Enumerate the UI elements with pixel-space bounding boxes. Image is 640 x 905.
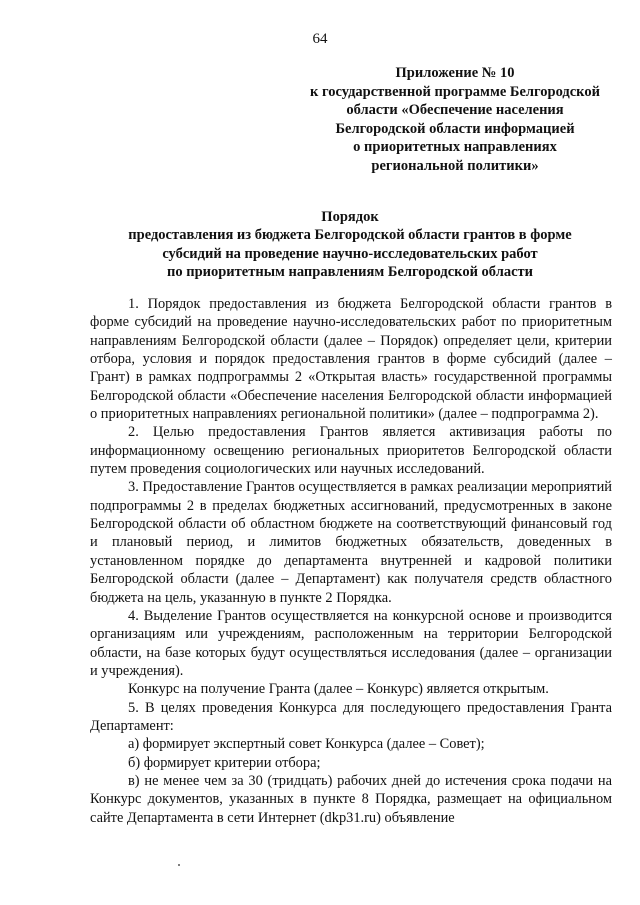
scan-speck (178, 864, 180, 866)
document-body (90, 295, 612, 827)
paragraph-5c: в) не менее чем за 30 (тридцать) рабочих дней до истечения срока подачи на Конкурс документов, указанных в пункте 8 Порядка, размещает на официальном сайте Департамента в сети Интернет (dkp31.ru) объявление (90, 772, 612, 826)
appendix-line: области «Обеспечение населения (346, 102, 564, 119)
appendix-line: о приоритетных направлениях (353, 139, 557, 156)
appendix-header (300, 64, 610, 176)
appendix-line: к государственной программе Белгородской (310, 83, 600, 100)
paragraph-3: 3. Предоставление Грантов осуществляется в рамках реализации мероприятий подпрограммы 2 в пределах бюджетных ассигнований, предусмотренных в законе Белгородской области об областном бюджете на соответствующий финансовый год и плановый период, и лимитов бюджетных обязательств, доведенных в установленном порядке до департамента внутренней и кадровой политики Белгородской области (далее – Департамент) как получателя средств областного бюджета на цель, указанную в пункте 2 Порядка. (90, 479, 612, 606)
paragraph-4: 4. Выделение Грантов осуществляется на конкурсной основе и производится организациям или учреждениям, расположенным на территории Белгородской области, на базе которых будут осуществляться исследования (далее – организации и учреждения). (90, 607, 612, 679)
paragraph-2: 2. Целью предоставления Грантов является активизация работы по информационному освещению региональных приоритетов Белгородской области путем проведения социологических или научных исследований. (90, 424, 612, 478)
appendix-title: Приложение № 10 (395, 65, 515, 81)
paragraph-5: 5. В целях проведения Конкурса для последующего предоставления Гранта Департамент: (90, 699, 612, 734)
paragraph-contest-open: Конкурс на получение Гранта (далее – Конкурс) является открытым. (128, 681, 549, 698)
appendix-line: региональной политики» (371, 157, 539, 174)
paragraph-1: 1. Порядок предоставления из бюджета Белгородской области грантов в форме субсидий на проведение научно-исследовательских работ по приоритетным направлениям Белгородской области (далее – Порядок) определяет цели, критерии отбора, условия и порядок предоставления грантов в форме субсидий (далее – Грант) в рамках подпрограммы 2 «Открытая власть» государственной программы Белгородской области «Обеспечение населения Белгородской области информацией о приоритетных направлениях региональной политики» (далее – подпрограмма 2). (90, 296, 612, 423)
title-line: по приоритетным направлениям Белгородской области (166, 263, 533, 280)
paragraph-5a: а) формирует экспертный совет Конкурса (далее – Совет); (128, 736, 485, 753)
appendix-line: Белгородской области информацией (335, 120, 575, 137)
title-line: предоставления из бюджета Белгородской области грантов в форме (128, 227, 572, 244)
page-number: 64 (312, 31, 328, 47)
title-heading: Порядок (321, 209, 379, 225)
title-line: субсидий на проведение научно-исследовательских работ (162, 245, 538, 262)
document-title (100, 208, 600, 281)
paragraph-5b: б) формирует критерии отбора; (128, 754, 321, 771)
